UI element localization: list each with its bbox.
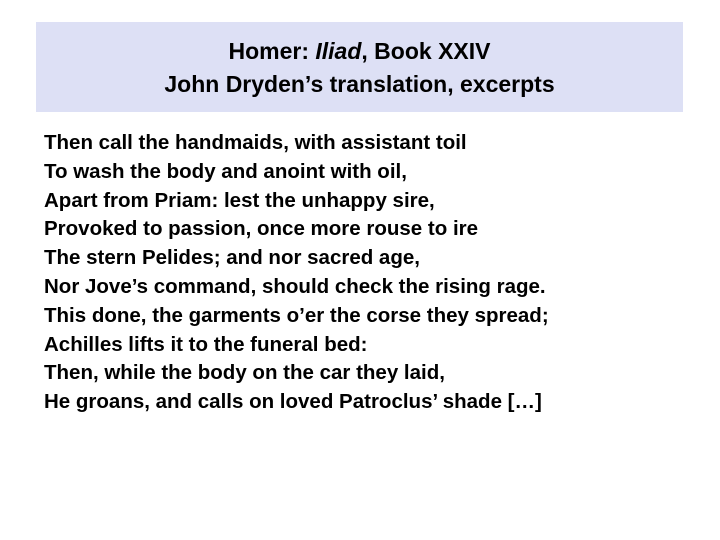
poem-line: Provoked to passion, once more rouse to ire	[44, 217, 479, 241]
poem-line: Then, while the body on the car they laid,	[44, 361, 445, 385]
poem-line: Apart from Priam: lest the unhappy sire,	[44, 188, 435, 212]
poem-line: He groans, and calls on loved Patroclus’ shade […]	[44, 390, 542, 414]
poem-line: To wash the body and anoint with oil,	[44, 159, 407, 183]
poem-line: Nor Jove’s command, should check the rising rage.	[44, 274, 546, 298]
title-line-1	[36, 35, 683, 68]
title-banner	[36, 22, 683, 112]
title-book: , Book XXIV	[361, 38, 491, 64]
poem-excerpt	[44, 129, 704, 417]
title-work: Iliad	[315, 38, 362, 64]
poem-line: The stern Pelides; and nor sacred age,	[44, 246, 420, 270]
poem-line: Achilles lifts it to the funeral bed:	[44, 332, 368, 356]
poem-line: Then call the handmaids, with assistant toil	[44, 131, 467, 154]
poem-line: This done, the garments o’er the corse they spread;	[44, 303, 549, 327]
title-author: Homer:	[228, 38, 316, 64]
title-line-2: John Dryden’s translation, excerpts	[164, 71, 555, 97]
